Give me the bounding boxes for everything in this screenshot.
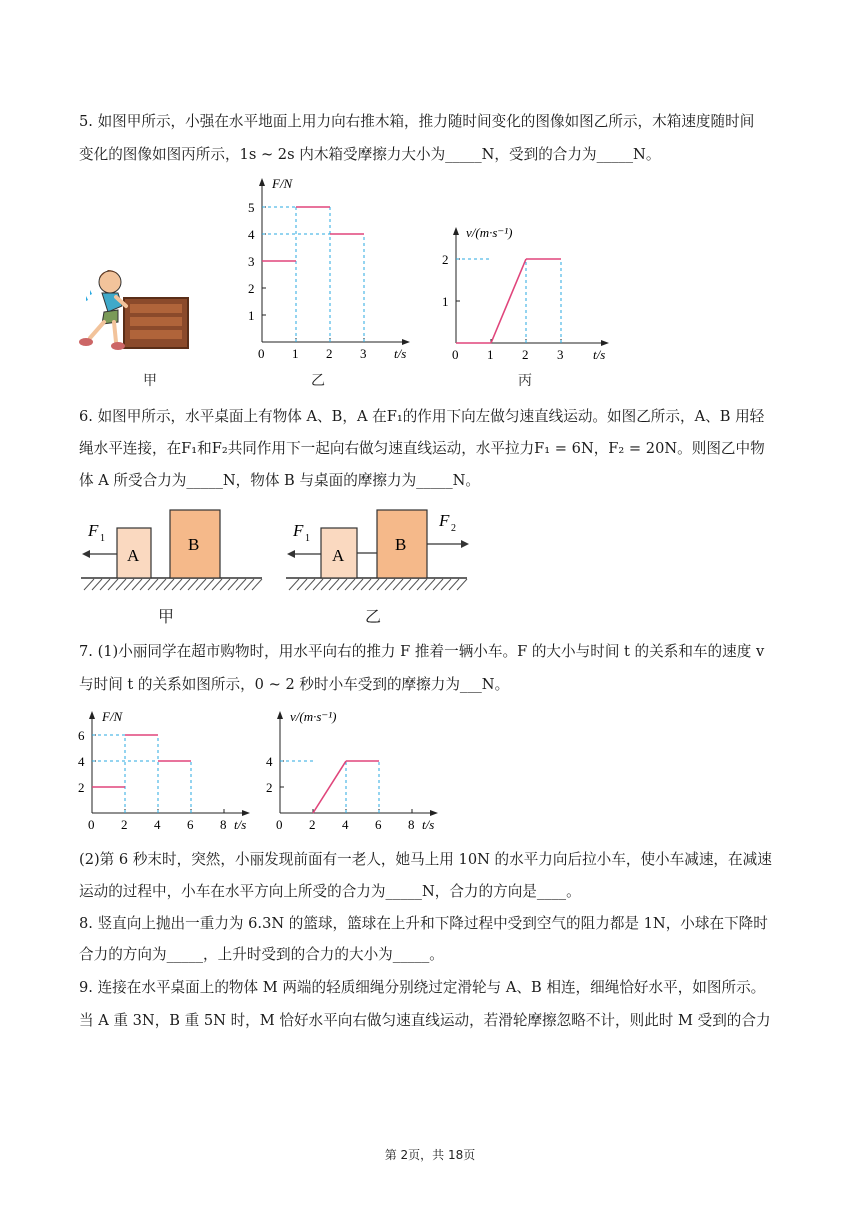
x-tick-label: 0: [452, 347, 459, 362]
q8-line-1: 8. 竖直向上抛出一重力为 6.3N 的篮球，篮球在上升和下降过程中受到空气的阻力都是 1N，小球在下降时: [79, 915, 768, 932]
blocks-figure-jia: [76, 506, 266, 598]
velocity-time-graph-7: [262, 703, 442, 835]
q7-line-1: 7. (1)小丽同学在超市购物时，用水平向右的推力 F 推着一辆小车。F 的大小与时间 t 的关系和车的速度 v: [79, 643, 765, 660]
block-b-label: B: [188, 535, 200, 554]
y-tick-label: 3: [248, 254, 255, 269]
x-tick-label: 1: [487, 347, 494, 362]
q6-line-1: 6. 如图甲所示，水平桌面上有物体 A、B，A 在F₁的作用下向左做匀速直线运动。如图乙所示，A、B 用轻: [79, 408, 765, 425]
figure-label-yi-6: 乙: [365, 607, 382, 626]
y-axis-arrow: [453, 227, 459, 235]
figure-label-yi: 乙: [311, 373, 325, 389]
blocks-figure-yi: [283, 506, 473, 598]
force-time-graph-7: [74, 703, 254, 835]
y-tick-label: 1: [442, 294, 449, 309]
x-tick-label: 0: [276, 817, 283, 832]
q8-line-2: 合力的方向为_____，上升时受到的合力的大小为_____。: [79, 946, 444, 963]
x-axis-arrow: [242, 810, 250, 816]
x-tick-label: 2: [522, 347, 529, 362]
x-tick-label: 4: [154, 817, 161, 832]
y-axis-label: v/(m·s⁻¹): [466, 225, 513, 240]
y-tick-label: 5: [248, 200, 255, 215]
label-f2: F: [439, 511, 450, 530]
q6-line-2: 绳水平连接，在F₁和F₂共同作用下一起向右做匀速直线运动，水平拉力F₁ = 6N，F₂ = 20N。则图乙中物: [79, 440, 765, 457]
y-axis-label: v/(m·s⁻¹): [290, 709, 337, 724]
x-tick-label: 2: [309, 817, 316, 832]
x-axis-arrow: [601, 340, 609, 346]
q9-line-1: 9. 连接在水平桌面上的物体 M 两端的轻质细绳分别绕过定滑轮与 A、B 相连，细绳恰好水平，如图所示。: [79, 979, 766, 996]
block-a-label-yi: A: [332, 546, 345, 565]
boy-pushing-crate-illustration: [74, 262, 194, 352]
label-f1: F: [88, 521, 99, 540]
label-f2-subscript: 2: [451, 523, 456, 534]
page-footer: 第 2页，共 18页: [384, 1148, 476, 1162]
x-axis-label: t/s: [394, 346, 407, 361]
y-axis-label: F/N: [102, 709, 123, 724]
y-axis-arrow: [89, 711, 95, 719]
q6-line-3: 体 A 所受合力为_____N，物体 B 与桌面的摩擦力为_____N。: [79, 472, 481, 489]
y-tick-label: 2: [442, 252, 449, 267]
figure-label-jia: 甲: [143, 373, 157, 389]
y-tick-label: 2: [78, 780, 85, 795]
x-axis-label: t/s: [593, 347, 606, 362]
label-f1-subscript: 1: [100, 533, 105, 544]
q7-line-2: 与时间 t 的关系如图所示，0 ~ 2 秒时小车受到的摩擦力为___N。: [79, 676, 510, 693]
q9-line-2: 当 A 重 3N，B 重 5N 时，M 恰好水平向右做匀速直线运动，若滑轮摩擦忽略不计，则此时 M 受到的合力: [79, 1012, 771, 1029]
x-tick-label: 2: [121, 817, 128, 832]
block-b-label-yi: B: [395, 535, 407, 554]
velocity-time-graph-5: [438, 220, 613, 365]
y-axis-label: F/N: [272, 176, 293, 191]
y-tick-label: 2: [266, 780, 273, 795]
x-tick-label: 1: [292, 346, 299, 361]
force-time-graph-5: [240, 175, 410, 365]
x-tick-label: 8: [220, 817, 227, 832]
x-tick-label: 0: [258, 346, 265, 361]
q5-line-1: 5. 如图甲所示，小强在水平地面上用力向右推木箱，推力随时间变化的图像如图乙所示，木箱速度随时间: [79, 113, 755, 130]
x-tick-label: 2: [326, 346, 333, 361]
y-tick-label: 2: [248, 281, 255, 296]
y-tick-label: 1: [248, 308, 255, 323]
y-tick-label: 4: [248, 227, 255, 242]
y-tick-label: 4: [266, 754, 273, 769]
x-tick-label: 4: [342, 817, 349, 832]
block-a-label: A: [127, 546, 140, 565]
q5-line-2: 变化的图像如图丙所示，1s ~ 2s 内木箱受摩擦力大小为_____N，受到的合力为_____N。: [79, 146, 661, 163]
q7-line-4: 运动的过程中，小车在水平方向上所受的合力为_____N，合力的方向是____。: [79, 883, 581, 900]
x-axis-arrow: [430, 810, 438, 816]
x-tick-label: 6: [375, 817, 382, 832]
x-tick-label: 0: [88, 817, 95, 832]
x-axis-label: t/s: [234, 817, 247, 832]
y-axis-arrow: [259, 178, 265, 186]
x-tick-label: 6: [187, 817, 194, 832]
x-tick-label: 3: [557, 347, 564, 362]
q7-line-3: (2)第 6 秒末时，突然，小丽发现前面有一老人，她马上用 10N 的水平力向后拉小车，使小车减速，在减速: [79, 851, 772, 868]
y-tick-label: 6: [78, 728, 85, 743]
label-f1-yi-subscript: 1: [305, 533, 310, 544]
data-segment: [491, 259, 526, 343]
y-axis-arrow: [277, 711, 283, 719]
x-tick-label: 8: [408, 817, 415, 832]
label-f1-yi: F: [293, 521, 304, 540]
x-tick-label: 3: [360, 346, 367, 361]
figure-label-bing: 丙: [518, 373, 532, 389]
x-axis-label: t/s: [422, 817, 435, 832]
data-segment: [313, 761, 346, 813]
figure-label-jia-6: 甲: [158, 607, 175, 626]
y-tick-label: 4: [78, 754, 85, 769]
x-axis-arrow: [402, 339, 410, 345]
